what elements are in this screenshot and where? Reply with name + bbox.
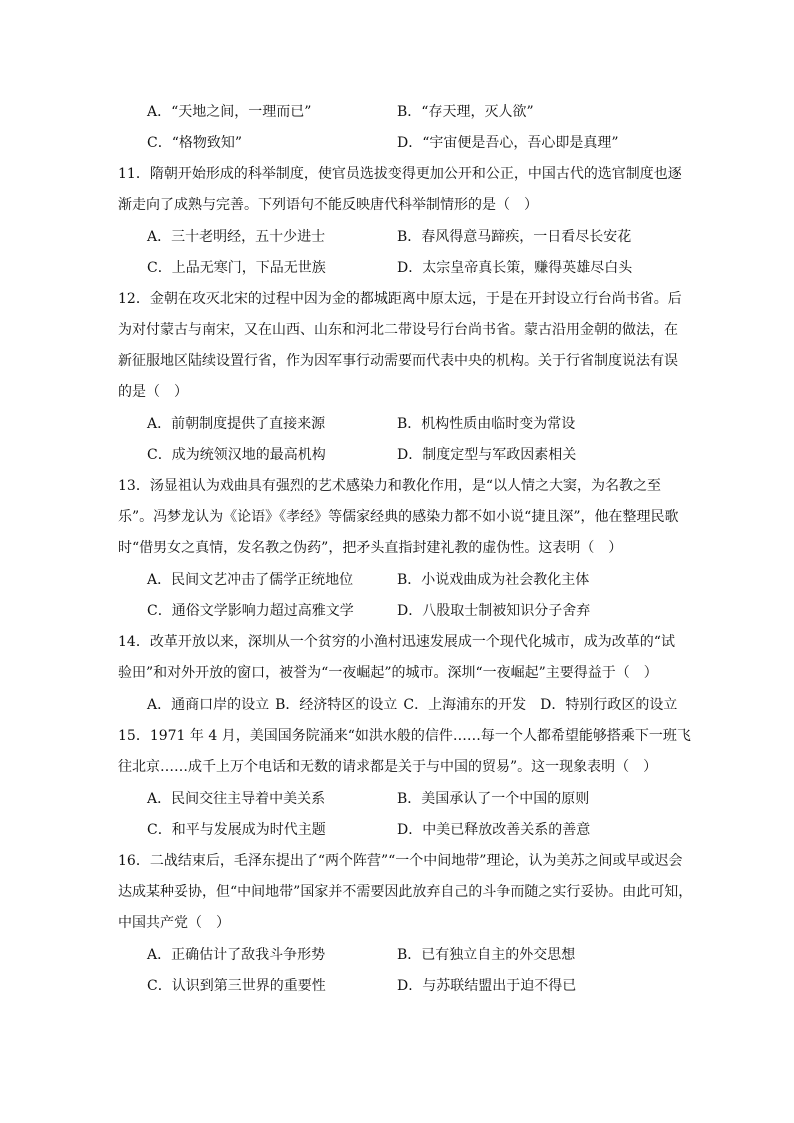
q13-option-d: D．八股取士制被知识分子舍弃 — [397, 603, 591, 619]
q14-stem-line-2: 验田”和对外开放的窗口，被誉为“一夜崛起”的城市。深圳“一夜崛起”主要得益于（ ） — [118, 665, 658, 681]
q11-stem-line-1: 11．隋朝开始形成的科举制度，使官员选拔变得更加公开和公正，中国古代的选官制度也逐 — [118, 166, 682, 182]
q10-option-c: C．“格物致知” — [147, 135, 243, 151]
q12-stem-line-2: 为对付蒙古与南宋，又在山西、山东和河北二带设号行台尚书省。蒙古沿用金朝的做法，在 — [118, 322, 678, 338]
q12-option-d: D．制度定型与军政因素相关 — [397, 447, 577, 463]
q16-stem-line-1: 16．二战结束后，毛泽东提出了“两个阵营”“一个中间地带”理论，认为美苏之间或早或迟会 — [118, 853, 683, 869]
q16-stem-line-2: 达成某种妥协，但“中间地带”国家并不需要因此放弃自己的斗争而随之实行妥协。由此可知， — [118, 884, 693, 900]
q16-option-a: A．正确估计了敌我斗争形势 — [147, 947, 326, 963]
q16-option-c: C．认识到第三世界的重要性 — [147, 978, 326, 994]
q10-option-b: B．“存天理，灭人欲” — [397, 104, 534, 120]
q13-option-b: B．小说戏曲成为社会教化主体 — [397, 572, 590, 588]
q11-option-d: D．太宗皇帝真长策，赚得英雄尽白头 — [397, 260, 633, 276]
q10-option-d: D．“宇宙便是吾心，吾心即是真理” — [397, 135, 619, 151]
q13-stem-line-1: 13．汤显祖认为戏曲具有强烈的艺术感染力和教化作用，是“以人情之大窦，为名教之至 — [118, 478, 661, 494]
q13-option-c: C．通俗文学影响力超过高雅文学 — [147, 603, 354, 619]
q14-options-row — [147, 695, 683, 715]
q14-option-d: D．特别行政区的设立 — [540, 697, 678, 713]
q10-option-a: A．“天地之间，一理而已” — [147, 104, 312, 120]
q14-stem-line-1: 14．改革开放以来，深圳从一个贫穷的小渔村迅速发展成一个现代化城市，成为改革的“试 — [118, 634, 675, 650]
q13-option-a: A．民间文艺冲击了儒学正统地位 — [147, 572, 354, 588]
q16-option-b: B．已有独立自主的外交思想 — [397, 947, 576, 963]
q14-option-b: B．经济特区的设立 — [275, 697, 398, 713]
q13-stem-line-3: 时“借男女之真情，发名教之伪药”，把矛头直指封建礼教的虚伪性。这表明（ ） — [118, 540, 623, 556]
q11-option-c: C．上品无寒门，下品无世族 — [147, 260, 326, 276]
q15-option-d: D．中美已释放改善关系的善意 — [397, 822, 591, 838]
q15-option-c: C．和平与发展成为时代主题 — [147, 822, 326, 838]
q15-option-b: B．美国承认了一个中国的原则 — [397, 791, 590, 807]
q14-option-a: A．通商口岸的设立 — [147, 697, 270, 713]
q12-stem-line-1: 12．金朝在攻灭北宋的过程中因为金的都城距离中原太远，于是在开封设立行台尚书省。后 — [118, 291, 682, 307]
q12-option-a: A．前朝制度提供了直接来源 — [147, 416, 326, 432]
q11-option-a: A．三十老明经，五十少进士 — [147, 229, 326, 245]
q12-option-c: C．成为统领汉地的最高机构 — [147, 447, 326, 463]
q12-stem-line-3: 新征服地区陆续设置行省，作为因军事行动需要而代表中央的机构。关于行省制度说法有误 — [118, 353, 678, 369]
q11-stem-line-2: 渐走向了成熟与完善。下列语句不能反映唐代科举制情形的是（ ） — [118, 197, 538, 213]
q16-stem-line-3: 中国共产党（ ） — [118, 915, 230, 931]
q12-option-b: B．机构性质由临时变为常设 — [397, 416, 576, 432]
q12-stem-line-4: 的是（ ） — [118, 384, 188, 400]
q15-stem-line-2: 往北京……成千上万个电话和无数的请求都是关于与中国的贸易”。这一现象表明（ ） — [118, 759, 658, 775]
q15-stem-line-1: 15．1971 年 4 月，美国国务院涌来“如洪水般的信件……每一个人都希望能够搭乘下一班飞 — [118, 728, 691, 744]
q11-option-b: B．春风得意马蹄疾，一日看尽长安花 — [397, 229, 632, 245]
q16-option-d: D．与苏联结盟出于迫不得已 — [397, 978, 577, 994]
q15-option-a: A．民间交往主导着中美关系 — [147, 791, 326, 807]
q13-stem-line-2: 乐”。冯梦龙认为《论语》《孝经》等儒家经典的感染力都不如小说“捷且深”，他在整理民歌 — [118, 509, 679, 525]
q14-option-c: C．上海浦东的开发 — [403, 697, 527, 713]
